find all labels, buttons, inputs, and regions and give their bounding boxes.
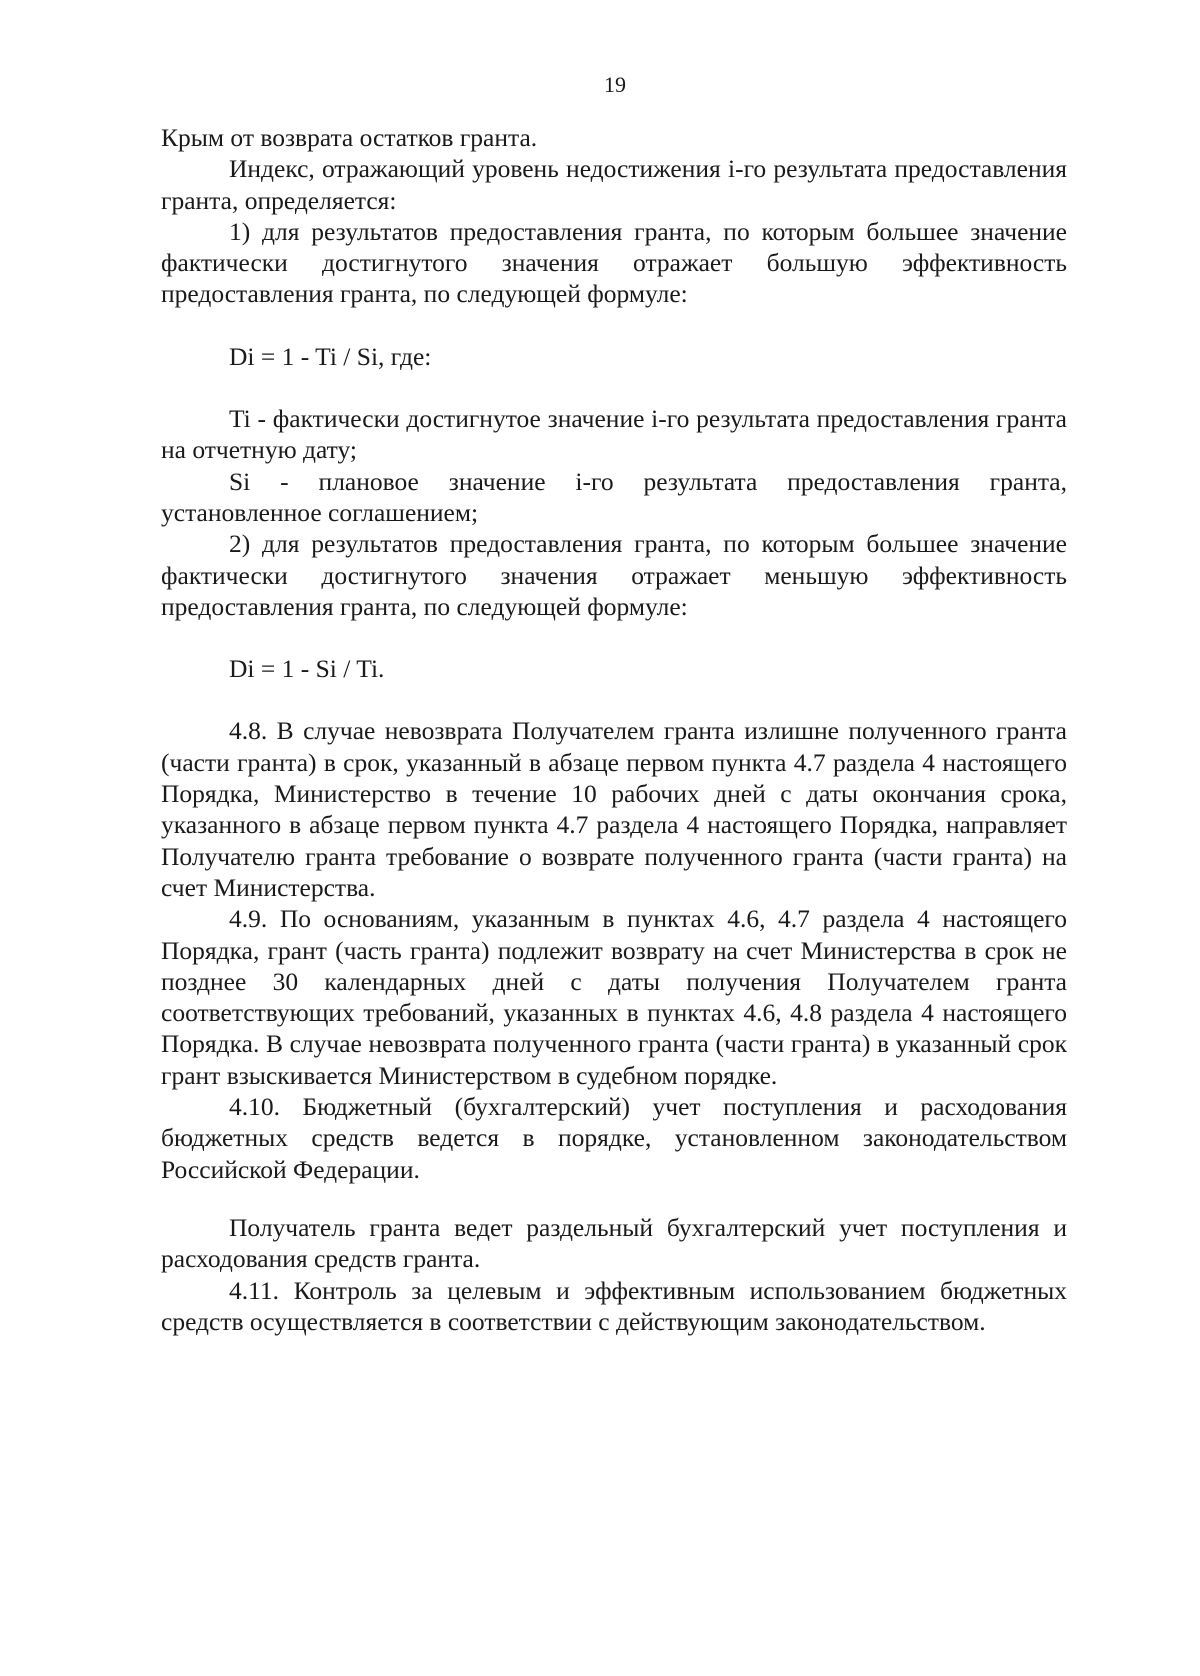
paragraph-separate-accounting: Получатель гранта ведет раздельный бухгалтерский учет поступления и расходования средств гранта.	[161, 1212, 1067, 1274]
paragraph-continuation: Крым от возврата остатков гранта.	[161, 123, 538, 152]
paragraph-si-definition: Si - плановое значение i-го результата предоставления гранта, установленное соглашением;	[161, 466, 1067, 527]
spacer	[161, 622, 1067, 653]
spacer	[161, 310, 1067, 341]
paragraph-4-11: 4.11. Контроль за целевым и эффективным использованием бюджетных средств осуществляется в соответствии с действующим законодательством.	[161, 1275, 1067, 1336]
page-number: 19	[604, 72, 626, 97]
paragraph-ti-definition: Ti - фактически достигнутое значение i-го результата предоставления гранта на отчетную дату;	[161, 404, 1067, 465]
formula-1: Di = 1 - Ti / Si, где:	[229, 341, 432, 371]
formula-2: Di = 1 - Si / Ti.	[229, 654, 385, 684]
paragraph-4-8: 4.8. В случае невозврата Получателем гранта излишне полученного гранта (части гранта) в срок, указанный в абзаце первом пункта 4.7 раздела 4 настоящего Порядка, Министерство в течение 10 рабочих дней с даты окончания срока, указанного в абзаце первом пункта 4.7 раздела 4 настоящего Порядка, направляет Получателю гранта требование о возврате полученного гранта (части гранта) на счет Министерства.	[161, 716, 1067, 902]
spacer	[161, 1185, 1067, 1212]
spacer	[161, 372, 1067, 403]
paragraph-4-10: 4.10. Бюджетный (бухгалтерский) учет поступления и расходования бюджетных средств ведется в порядке, установленном законодательством Российской Федерации.	[161, 1092, 1067, 1184]
paragraph-index-definition: Индекс, отражающий уровень недостижения i-го результата предоставления гранта, определяется:	[161, 154, 1067, 215]
paragraph-case-1: 1) для результатов предоставления гранта, по которым большее значение фактически достигнутого значения отражает большую эффективность предоставления гранта, по следующей формуле:	[161, 216, 1067, 309]
document-body	[161, 122, 1067, 1337]
paragraph-4-9: 4.9. По основаниям, указанным в пунктах 4.6, 4.7 раздела 4 настоящего Порядка, грант (часть гранта) подлежит возврату на счет Министерства в срок не позднее 30 календарных дней с даты получения Получателем гранта соответствующих требований, указанных в пунктах 4.6, 4.8 раздела 4 настоящего Порядка. В случае невозврата полученного гранта (части гранта) в указанный срок грант взыскивается Министерством в судебном порядке.	[161, 904, 1067, 1090]
paragraph-case-2: 2) для результатов предоставления гранта, по которым большее значение фактически достигнутого значения отражает меньшую эффективность предоставления гранта, по следующей формуле:	[161, 529, 1067, 621]
spacer	[161, 684, 1067, 715]
